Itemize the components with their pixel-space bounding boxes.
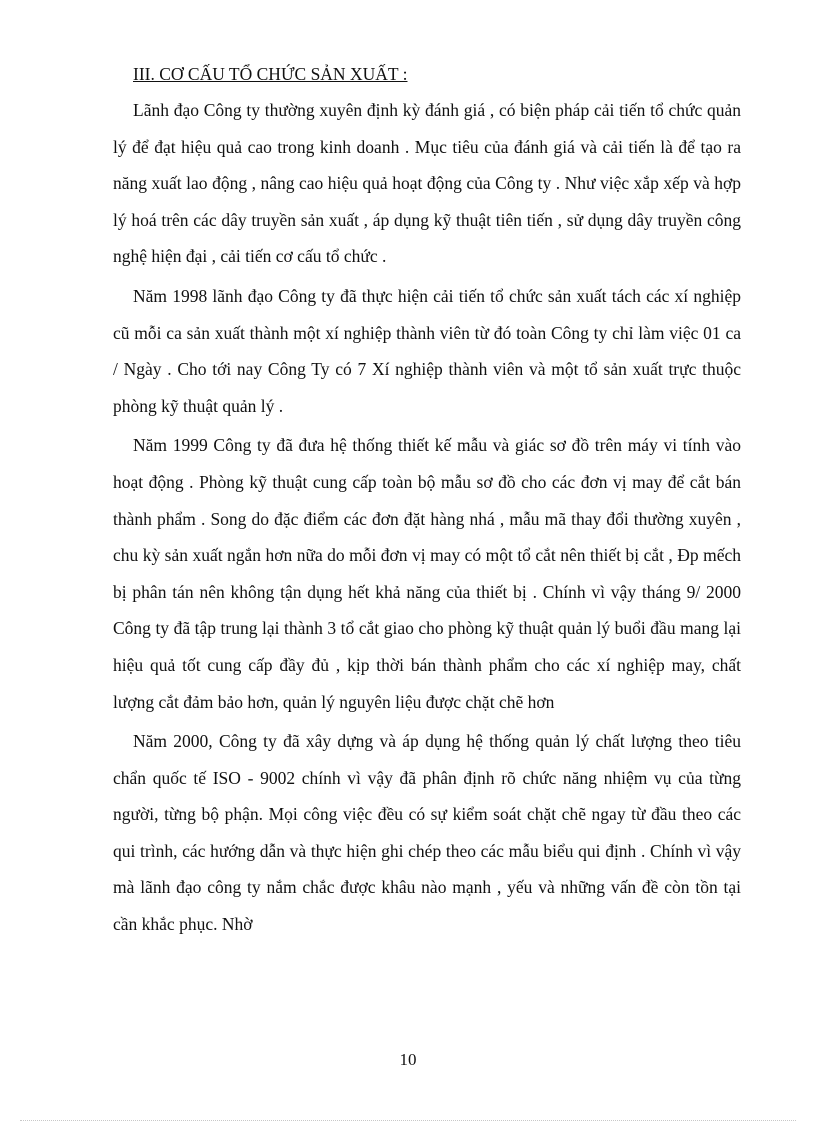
paragraph-3: Năm 1999 Công ty đã đưa hệ thống thiết kế mẫu và giác sơ đồ trên máy vi tính vào hoạt động . Phòng kỹ thuật cung cấp toàn bộ mẫu sơ đồ cho các đơn vị may để cắt bán thành phẩm . Song do đặc điểm các đơn đặt hàng nhá , mẫu mã thay đổi thường xuyên , chu kỳ sản xuất ngắn hơn nữa do mỗi đơn vị may có một tổ cắt nên thiết bị cắt , Đp mếch bị phân tán nên không tận dụng hết khả năng của thiết bị . Chính vì vậy tháng 9/ 2000 Công ty đã tập trung lại thành 3 tổ cắt giao cho phòng kỹ thuật quản lý buổi đầu mang lại hiệu quả tốt cung cấp đầy đủ , kịp thời bán thành phẩm cho các xí nghiệp may, chất lượng cắt đảm bảo hơn, quản lý nguyên liệu được chặt chẽ hơn xyxy=(113,435,741,712)
paragraph-1: Lãnh đạo Công ty thường xuyên định kỳ đánh giá , có biện pháp cải tiến tổ chức quản lý để đạt hiệu quả cao trong kinh doanh . Mục tiêu của đánh giá và cải tiến là để tạo ra năng xuất lao động , nâng cao hiệu quả hoạt động của Công ty . Như việc xắp xếp và hợp lý hoá trên các dây truyền sản xuất , áp dụng kỹ thuật tiên tiến , sử dụng dây truyền công nghệ hiện đại , cải tiến cơ cấu tổ chức . xyxy=(113,100,741,267)
page-bottom-divider xyxy=(20,1120,796,1121)
paragraph-2: Năm 1998 lãnh đạo Công ty đã thực hiện cải tiến tổ chức sản xuất tách các xí nghiệp cũ mỗi ca sản xuất thành một xí nghiệp thành viên từ đó toàn Công ty chỉ làm việc 01 ca / Ngày . Cho tới nay Công Ty có 7 Xí nghiệp thành viên và một tổ sản xuất trực thuộc phòng kỹ thuật quản lý . xyxy=(113,285,741,416)
page-body xyxy=(113,60,741,946)
page-number: 10 xyxy=(399,1050,417,1069)
section-heading: III. CƠ CẤU TỔ CHỨC SẢN XUẤT : xyxy=(133,64,408,84)
paragraph-4: Năm 2000, Công ty đã xây dựng và áp dụng hệ thống quản lý chất lượng theo tiêu chẩn quốc tế ISO - 9002 chính vì vậy đã phân định rõ chức năng nhiệm vụ của từng người, từng bộ phận. Mọi công việc đều có sự kiểm soát chặt chẽ ngay từ đầu theo các qui trình, các hướng dẫn và thực hiện ghi chép theo các mẫu biểu qui định . Chính vì vậy mà lãnh đạo công ty nắm chắc được khâu nào mạnh , yếu và những vấn đề còn tồn tại cần khắc phục. Nhờ xyxy=(113,731,741,935)
